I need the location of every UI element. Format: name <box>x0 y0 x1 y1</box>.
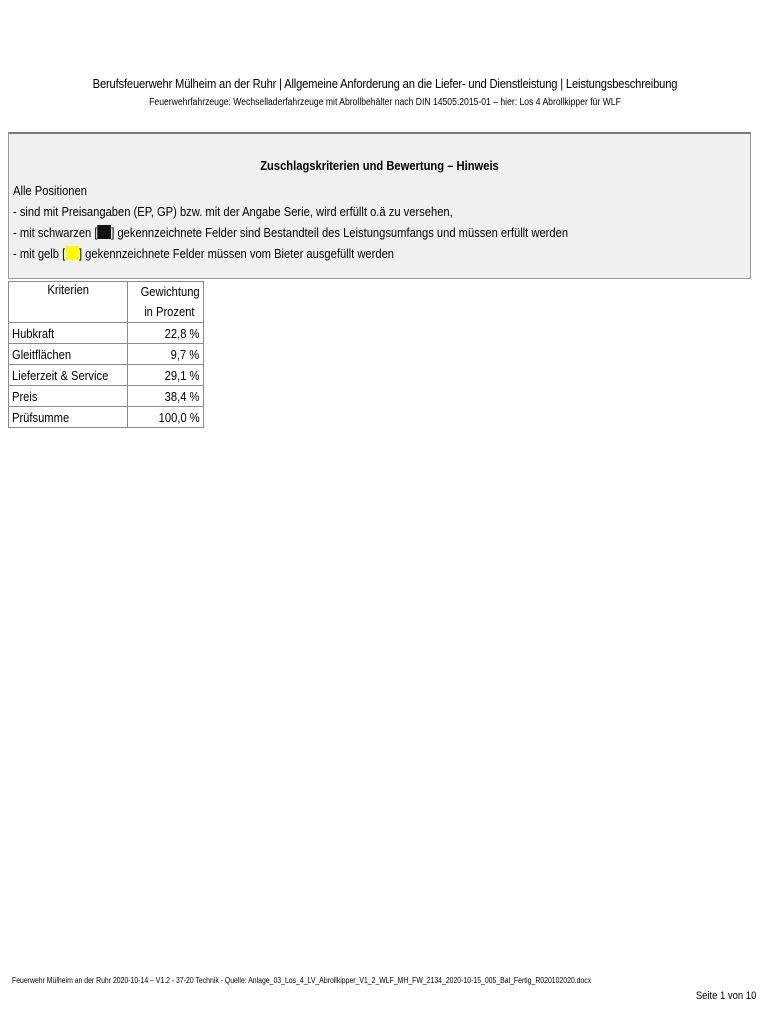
document-header-title: Berufsfeuerwehr Mülheim an der Ruhr | Allgemeine Anforderung an die Liefer- und Dienstleistung | Leistungsbeschreibung <box>92 76 678 91</box>
criteria-weight: 22,8 % <box>128 323 204 344</box>
table-row <box>9 386 204 407</box>
criteria-header-row <box>9 282 204 323</box>
notice-line-black <box>13 222 615 243</box>
criteria-weight: 29,1 % <box>128 365 204 386</box>
criteria-name: Prüfsumme <box>9 407 128 428</box>
notice-line-price: - sind mit Preisangaben (EP, GP) bzw. mit der Angabe Serie, wird erfüllt o.ä zu versehen, <box>13 204 453 219</box>
criteria-weight: 100,0 % <box>128 407 204 428</box>
document-header-subtitle: Feuerwehrfahrzeuge: Wechselladerfahrzeuge mit Abrollbehälter nach DIN 14505:2015-01 – hier: Los 4 Abrollkipper für WLF <box>149 97 621 108</box>
criteria-name: Gleitflächen <box>9 344 128 365</box>
criteria-name: Preis <box>9 386 128 407</box>
criteria-weight: 38,4 % <box>128 386 204 407</box>
criteria-table <box>8 281 204 428</box>
table-row <box>9 344 204 365</box>
criteria-header-weight: Gewichtung in Prozent <box>128 282 204 323</box>
table-row <box>9 323 204 344</box>
notice-box <box>8 132 751 279</box>
criteria-name: Hubkraft <box>9 323 128 344</box>
table-row <box>9 407 204 428</box>
notice-heading: Zuschlagskriterien und Bewertung – Hinweis <box>260 158 499 173</box>
notice-line-yellow <box>13 243 615 264</box>
page-number: Seite 1 von 10 <box>695 990 756 1002</box>
notice-lines <box>13 180 615 264</box>
notice-line-black-suffix: ] gekennzeichnete Felder sind Bestandteil des Leistungsumfangs und müssen erfüllt werden <box>111 225 569 240</box>
footer-source: Feuerwehr Mülheim an der Ruhr 2020-10-14 – V1.2 - 37-20 Technik - Quelle: Anlage_03_Los_4_LV_Abrollkipper_V1_2_WLF_MH_FW_2134_2020-10-15_005_Bal_Fertig_R020102020.docx <box>12 976 592 985</box>
criteria-name: Lieferzeit & Service <box>9 365 128 386</box>
black-marker-swatch <box>97 225 111 239</box>
notice-line-positions: Alle Positionen <box>13 183 87 198</box>
criteria-header-name: Kriterien <box>9 282 128 323</box>
notice-line-yellow-prefix: - mit gelb [ <box>13 246 66 261</box>
notice-line-black-prefix: - mit schwarzen [ <box>13 225 98 240</box>
table-row <box>9 365 204 386</box>
criteria-weight: 9,7 % <box>128 344 204 365</box>
yellow-marker-swatch <box>65 246 79 260</box>
notice-line-yellow-suffix: ] gekennzeichnete Felder müssen vom Bieter ausgefüllt werden <box>78 246 395 261</box>
